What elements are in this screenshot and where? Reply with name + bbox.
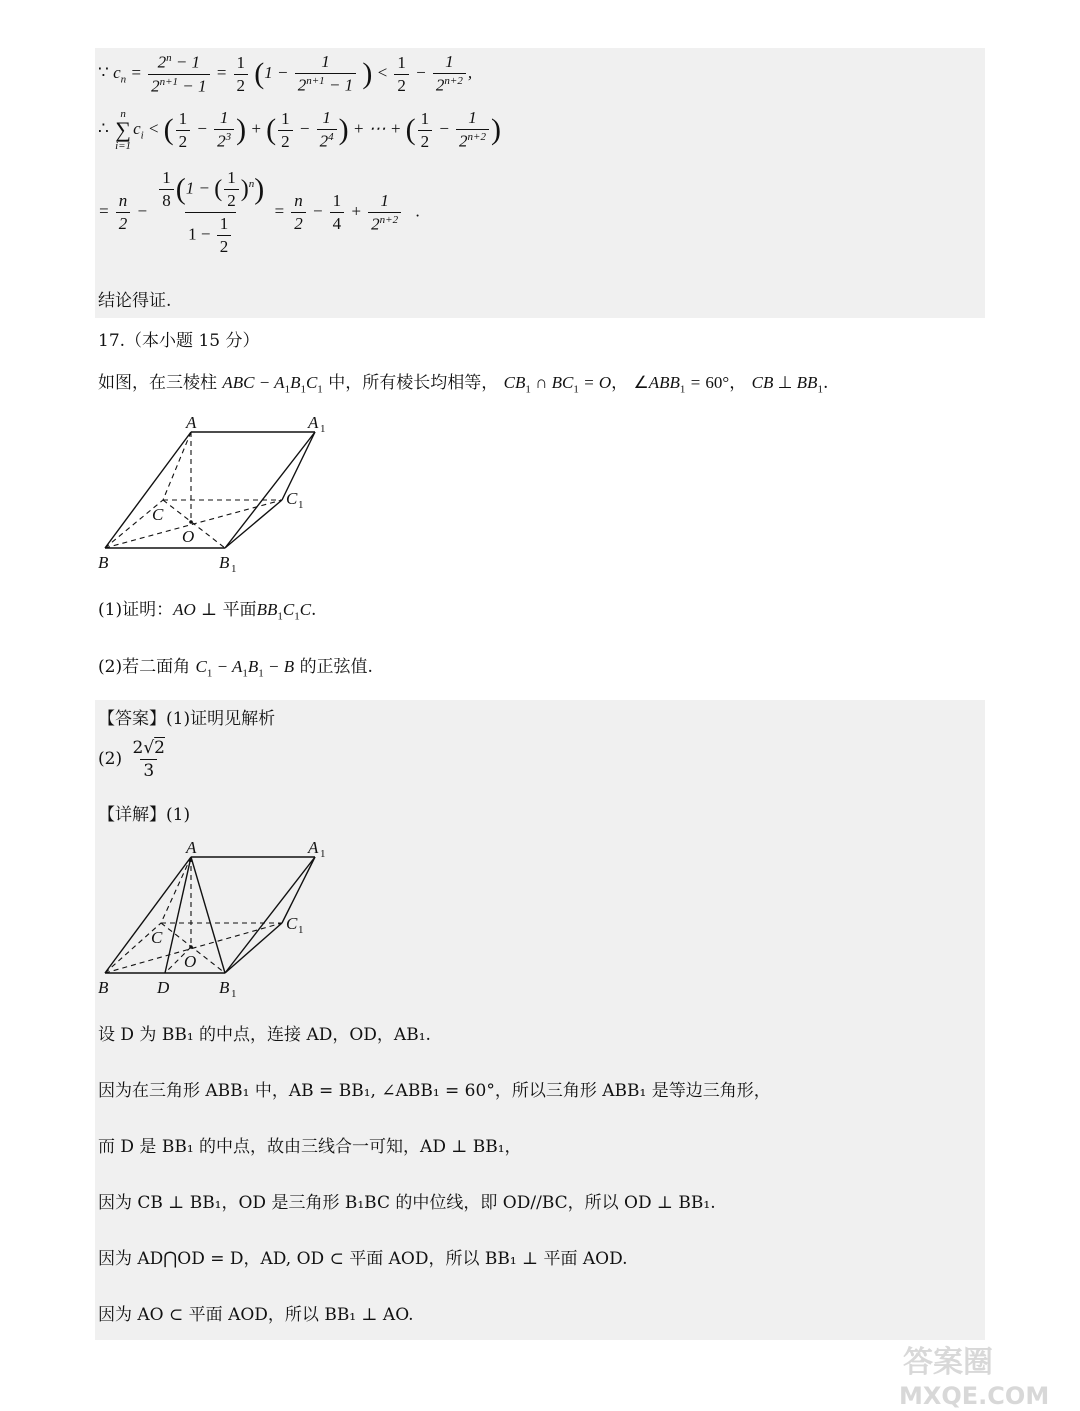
answer-line-1: 【答案】(1)证明见解析 xyxy=(98,709,276,729)
step-4: 因为 CB ⊥ BB₁，OD 是三角形 B₁BC 的中位线，即 OD//BC，所以 OD ⊥ BB₁. xyxy=(98,1193,716,1213)
formula-sum: ∴ n ∑ i=1 $c_i$ < ( $\frac{1}{2}$ − $\frac{1}{2^3}$ ) + ( $\frac{1}{2}$ − $\frac{1}{2^4}$ ) + ⋯ + ( $\frac{1}{2}$ − $\frac{1}{2^{n+2}}$ ) xyxy=(98,108,501,152)
label-C1: C xyxy=(286,914,298,933)
answer-line-2: (2) $\frac{2√2}{3}$ xyxy=(98,738,165,781)
svg-text:1: 1 xyxy=(231,563,237,575)
formula-result: = $\frac{n}{2}$ − $\frac{1}{8}$ (1 − ( $\frac{1}{2}$ )$^n$) 1 − $\frac{1}{2}$ = $\frac{n}{2}$ − $\frac{1}{4}$ + $\frac{1}{2^{n+2}}$ . xyxy=(98,168,421,256)
label-B: B xyxy=(98,978,109,997)
svg-text:1: 1 xyxy=(320,848,326,860)
problem-statement: 如图，在三棱柱 ABC − $A_1B_1C_1$ 中，所有棱长均相等， $CB_1$ ∩ $BC_1 = O$， $\angle ABB_1 = 60^\circ$， CB ⊥ $BB_1$. xyxy=(98,373,829,396)
svg-text:1: 1 xyxy=(298,499,304,511)
formula-cn: ∵ $c_n$ = $\frac{2^n - 1}{2^{n+1} - 1}$ = $\frac{1}{2}$ (1 − $\frac{1}{2^{n+1} - 1}$ ) < $\frac{1}{2}$ − $\frac{1}{2^{n+2}}$ , xyxy=(98,52,473,96)
label-B1: B xyxy=(219,978,230,997)
step-6: 因为 AO ⊂ 平面 AOD，所以 BB₁ ⊥ AO. xyxy=(98,1305,414,1325)
problem-number: 17.（本小题 15 分） xyxy=(98,331,260,351)
svg-text:1: 1 xyxy=(320,423,326,435)
step-3: 而 D 是 BB₁ 的中点，故由三线合一可知，AD ⊥ BB₁， xyxy=(98,1137,522,1157)
svg-text:1: 1 xyxy=(298,924,304,936)
label-A1: A xyxy=(308,838,319,857)
label-B: B xyxy=(98,553,109,572)
label-O: O xyxy=(182,527,195,546)
prism-figure-with-D xyxy=(95,833,345,1003)
label-C: C xyxy=(152,505,164,524)
step-1: 设 D 为 BB₁ 的中点，连接 AD，OD，AB₁. xyxy=(98,1025,431,1045)
question-1: (1)证明：AO ⊥ 平面$BB_1C_1C$. xyxy=(98,600,317,623)
step-2: 因为在三角形 ABB₁ 中，AB = BB₁, ∠ABB₁ = 60°，所以三角形 ABB₁ 是等边三角形， xyxy=(98,1081,771,1101)
conclusion-text: 结论得证. xyxy=(98,291,172,311)
svg-text:MXQE.COM: MXQE.COM xyxy=(899,1382,1050,1410)
label-A: A xyxy=(186,413,197,432)
svg-text:1: 1 xyxy=(231,988,237,1000)
label-A: A xyxy=(186,838,197,857)
svg-text:答案圈: 答案圈 xyxy=(903,1345,993,1380)
step-5: 因为 AD⋂OD = D，AD, OD ⊂ 平面 AOD，所以 BB₁ ⊥ 平面 AOD. xyxy=(98,1249,628,1269)
label-O: O xyxy=(184,952,197,971)
question-2: (2)若二面角 $C_1 - A_1B_1 - B$ 的正弦值. xyxy=(98,657,373,680)
detail-heading: 【详解】(1) xyxy=(98,805,191,825)
watermark-logo xyxy=(885,1340,1075,1410)
label-C1: C xyxy=(286,489,298,508)
label-B1: B xyxy=(219,553,230,572)
label-D: D xyxy=(157,978,170,997)
prism-figure xyxy=(95,408,345,578)
label-A1: A xyxy=(308,413,319,432)
label-C: C xyxy=(151,928,163,947)
